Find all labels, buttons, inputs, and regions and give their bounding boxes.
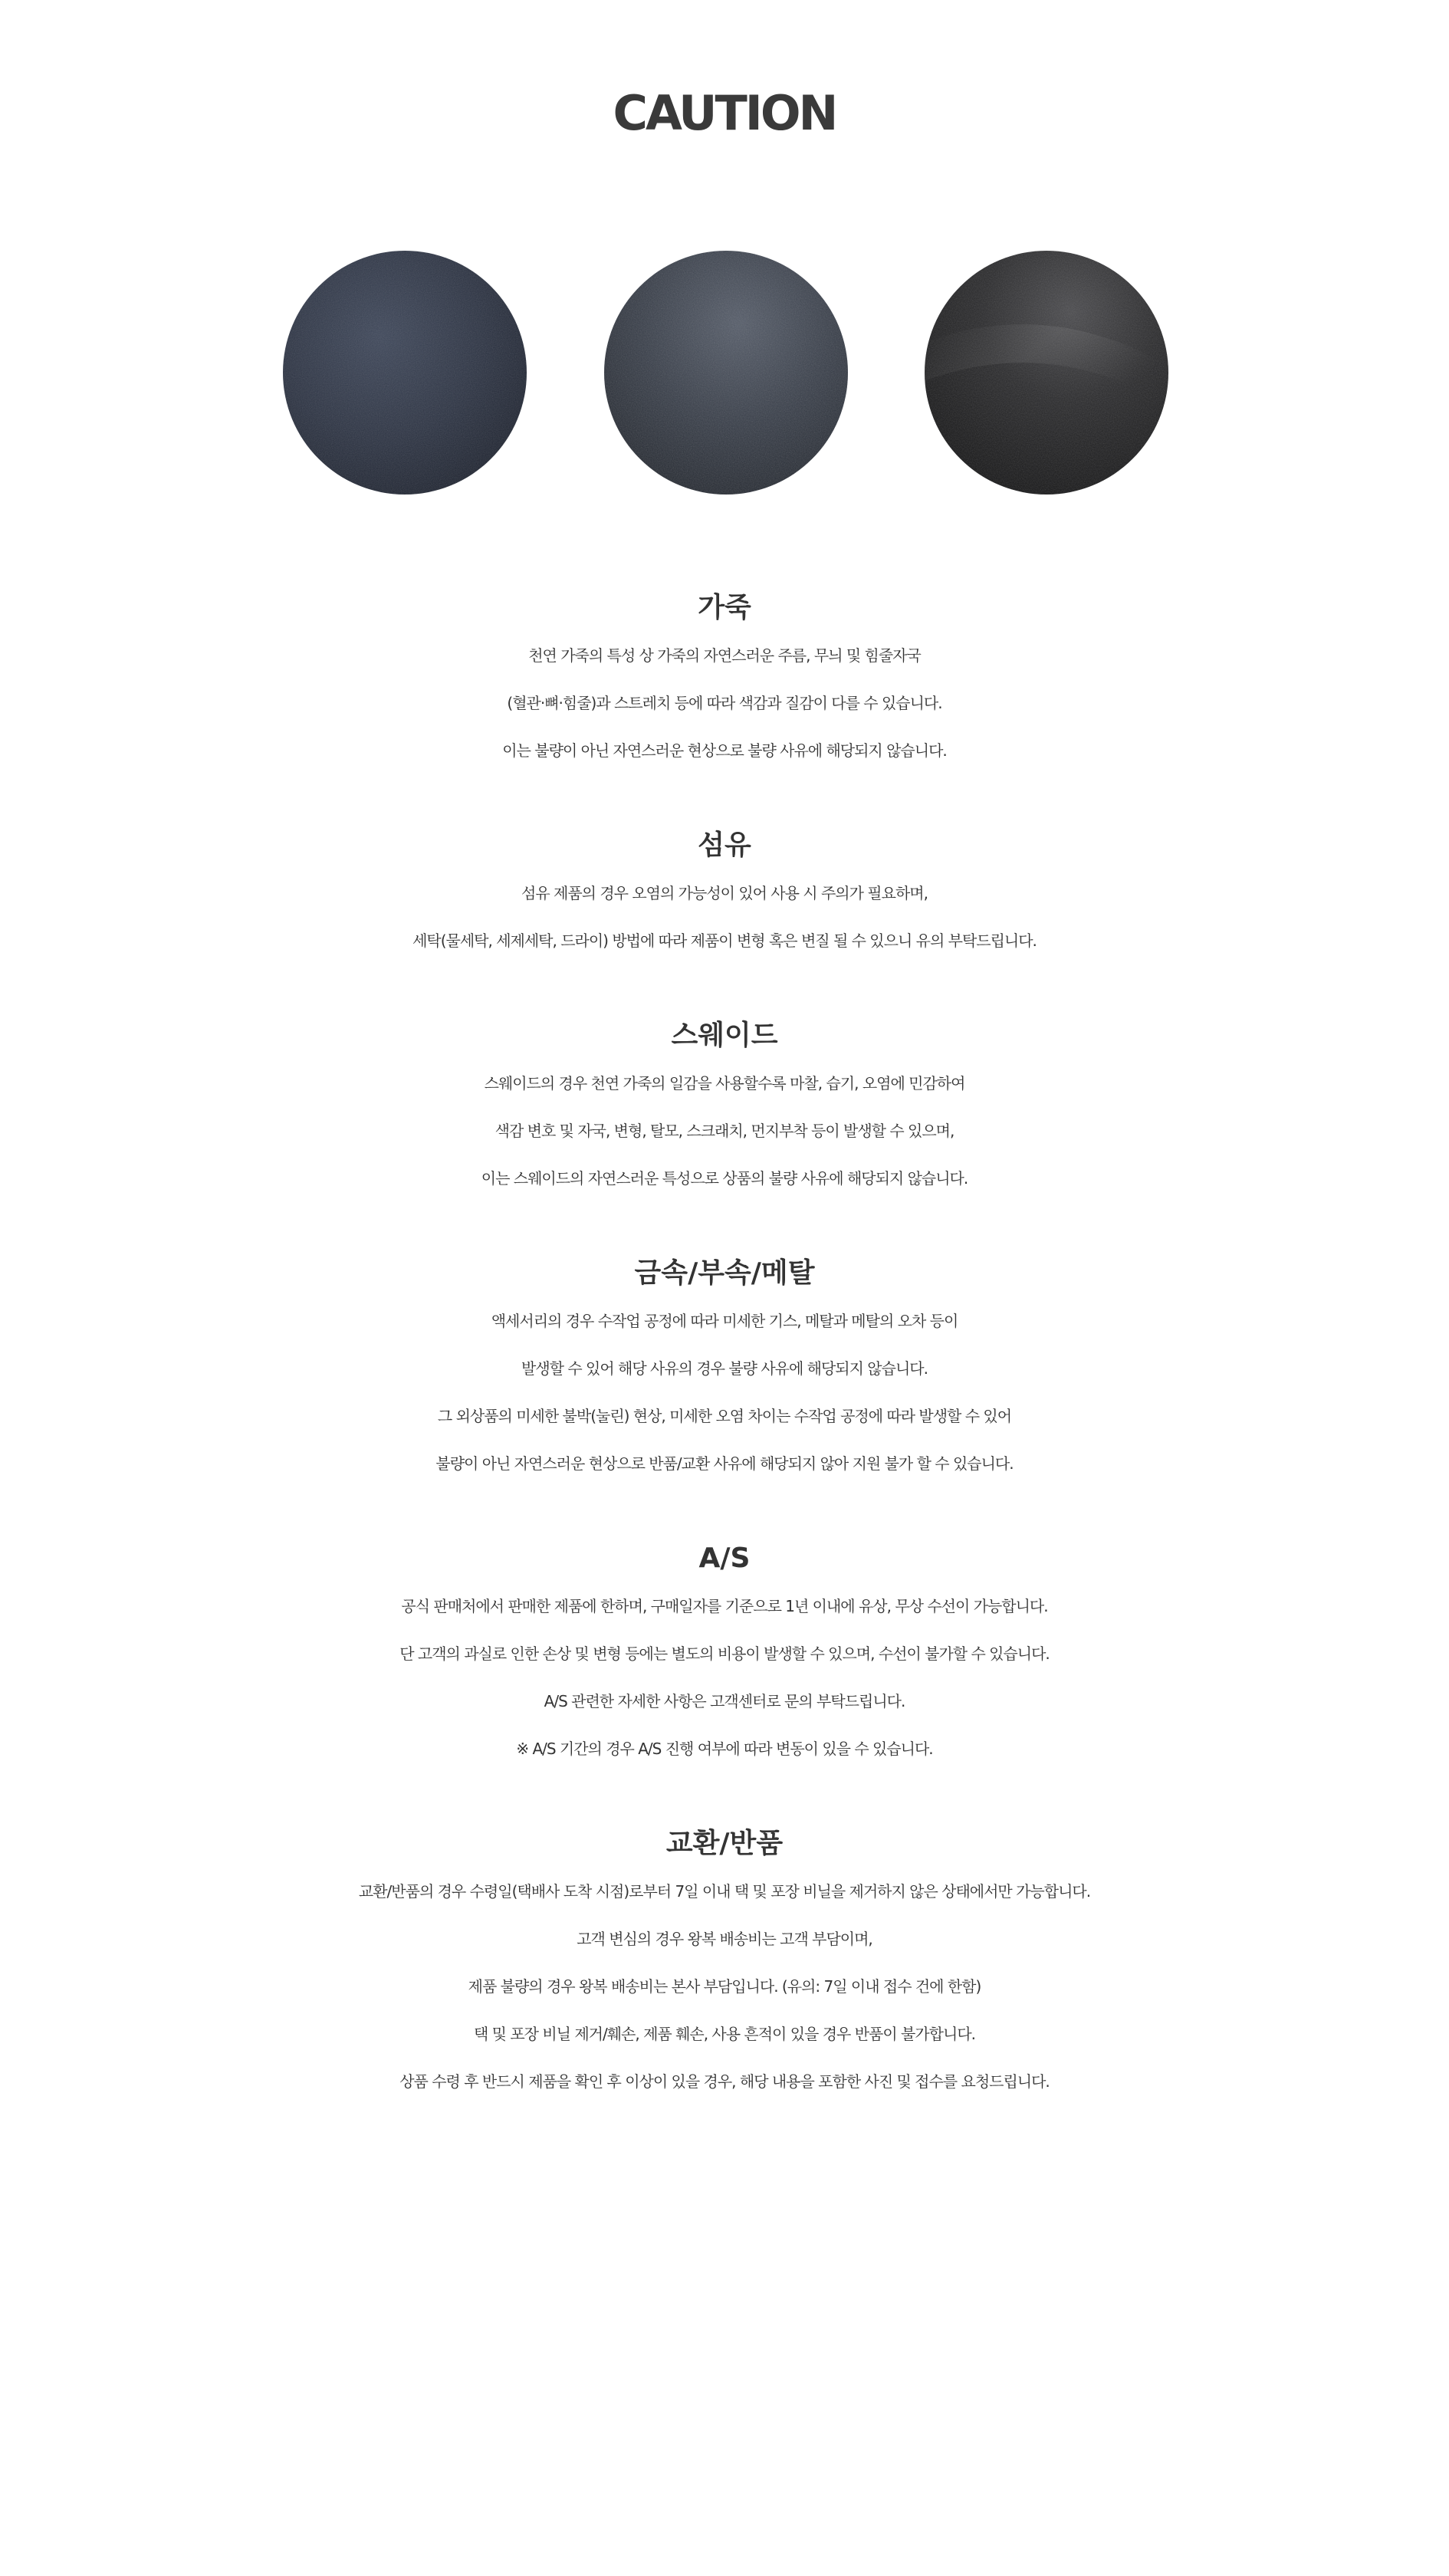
- section-line: 택 및 포장 비닐 제거/훼손, 제품 훼손, 사용 흔적이 있을 경우 반품이 불가합니다.: [473, 2025, 976, 2043]
- section-line: 교환/반품의 경우 수령일(택배사 도착 시점)로부터 7일 이내 택 및 포장 비닐을 제거하지 않은 상태에서만 가능합니다.: [358, 1882, 1091, 1901]
- section-metal: [0, 1250, 1449, 1487]
- page-title: CAUTION: [613, 85, 836, 141]
- section-line: 그 외상품의 미세한 불박(눌린) 현상, 미세한 오염 차이는 수작업 공정에 따라 발생할 수 있어: [437, 1407, 1012, 1425]
- section-line: 단 고객의 과실로 인한 손상 및 변형 등에는 별도의 비용이 발생할 수 있으며, 수선이 불가할 수 있습니다.: [399, 1644, 1050, 1663]
- section-line: 제품 불량의 경우 왕복 배송비는 본사 부담입니다. (유의: 7일 이내 접수 건에 한함): [468, 1977, 981, 1996]
- section-line: 스웨이드의 경우 천연 가죽의 일감을 사용할수록 마찰, 습기, 오염에 민감하여: [484, 1074, 965, 1092]
- section-line: 고객 변심의 경우 왕복 배송비는 고객 부담이며,: [577, 1930, 872, 1948]
- section-line: 발생할 수 있어 해당 사유의 경우 불량 사유에 해당되지 않습니다.: [521, 1359, 928, 1378]
- section-line: A/S 관련한 자세한 사항은 고객센터로 문의 부탁드립니다.: [544, 1692, 905, 1710]
- section-line: 이는 불량이 아닌 자연스러운 현상으로 불량 사유에 해당되지 않습니다.: [502, 741, 947, 760]
- section-heading: 섬유: [698, 830, 751, 861]
- section-line: 액세서리의 경우 수작업 공정에 따라 미세한 기스, 메탈과 메탈의 오차 등이: [491, 1312, 958, 1330]
- section-line: 세탁(물세탁, 세제세탁, 드라이) 방법에 따라 제품이 변형 혹은 변질 될 수 있으니 유의 부탁드립니다.: [412, 932, 1037, 950]
- section-line: 이는 스웨이드의 자연스러운 특성으로 상품의 불량 사유에 해당되지 않습니다.: [481, 1169, 968, 1188]
- section-fabric: [0, 822, 1449, 964]
- section-line: 불량이 아닌 자연스러운 현상으로 반품/교환 사유에 해당되지 않아 지원 불가 할 수 있습니다.: [435, 1454, 1014, 1473]
- section-as: [0, 1535, 1449, 1773]
- section-line: 색감 변호 및 자국, 변형, 탈모, 스크래치, 먼지부착 등이 발생할 수 있으며,: [495, 1122, 955, 1140]
- section-heading: 스웨이드: [671, 1020, 778, 1051]
- section-exchange-return: [0, 1820, 1449, 2105]
- section-line: 섬유 제품의 경우 오염의 가능성이 있어 사용 시 주의가 필요하며,: [521, 884, 928, 902]
- section-leather: [0, 584, 1449, 774]
- section-suede: [0, 1012, 1449, 1202]
- navy-leather-icon: [283, 251, 527, 495]
- section-heading: A/S: [698, 1543, 751, 1574]
- caution-sections: [0, 584, 1449, 2153]
- black-leather-icon: [925, 251, 1168, 495]
- section-line: ※ A/S 기간의 경우 A/S 진행 여부에 따라 변동이 있을 수 있습니다.: [516, 1740, 933, 1758]
- section-line: 공식 판매처에서 판매한 제품에 한하며, 구매일자를 기준으로 1년 이내에 유상, 무상 수선이 가능합니다.: [401, 1597, 1048, 1615]
- section-heading: 가죽: [698, 592, 751, 623]
- section-line: 상품 수령 후 반드시 제품을 확인 후 이상이 있을 경우, 해당 내용을 포함한 사진 및 접수를 요청드립니다.: [399, 2072, 1050, 2091]
- section-heading: 금속/부속/메탈: [634, 1257, 815, 1289]
- slate-leather-icon: [604, 251, 848, 495]
- section-line: (혈관·뼈·힘줄)과 스트레치 등에 따라 색감과 질감이 다를 수 있습니다.: [507, 694, 942, 712]
- section-line: 천연 가죽의 특성 상 가죽의 자연스러운 주름, 무늬 및 힘줄자국: [528, 646, 921, 665]
- section-heading: 교환/반품: [665, 1828, 784, 1859]
